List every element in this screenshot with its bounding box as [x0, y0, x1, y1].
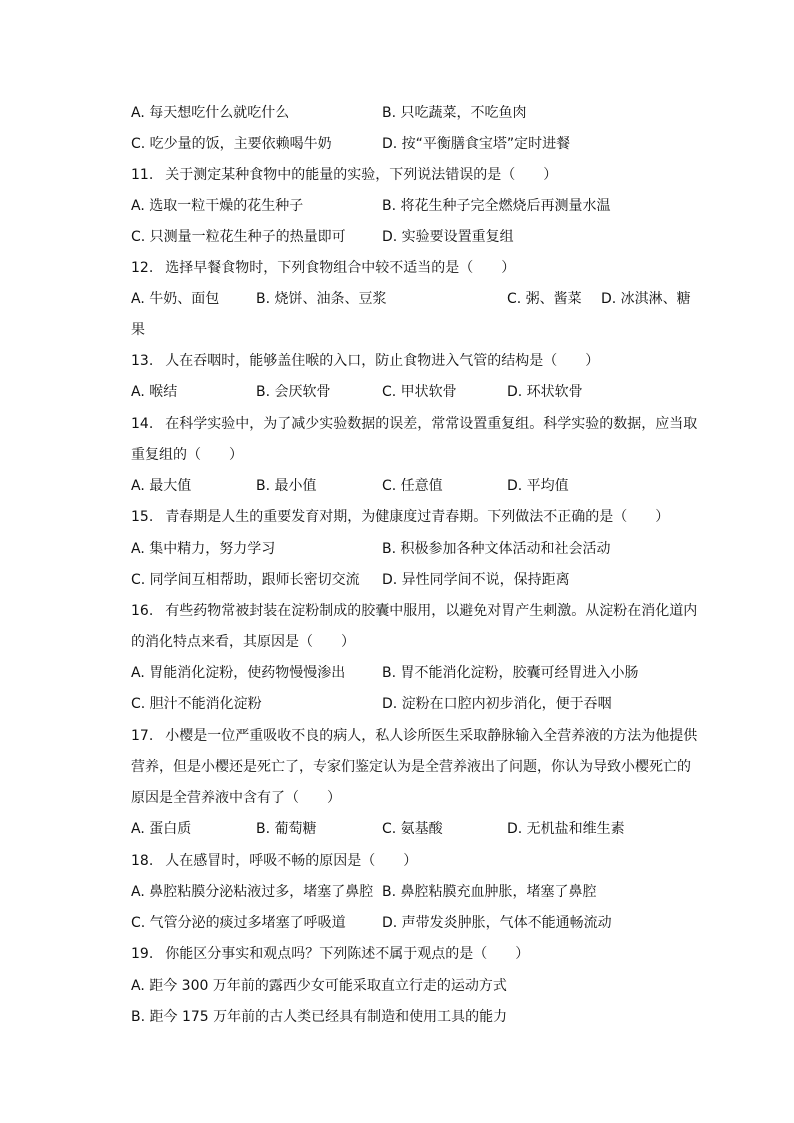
q14-stem [131, 415, 697, 433]
q17-text-line1: 小樱是一位严重吸收不良的病人，私人诊所医生采取静脉输入全营养液的方法为他提供 [165, 728, 698, 744]
q12-option-a: A. 牛奶、面包 [131, 291, 220, 307]
q14-number: 14. [131, 416, 154, 432]
q11-number: 11. [131, 167, 154, 183]
q16-text-line1: 有些药物常被封装在淀粉制成的胶囊中服用，以避免对胃产生刺激。从淀粉在消化道内 [165, 603, 698, 619]
q17-stem [131, 727, 697, 745]
q19-stem [131, 945, 529, 963]
q13-text: 人在吞咽时，能够盖住喉的入口，防止食物进入气管的结构是（ ） [165, 353, 600, 369]
q12-option-c: C. 粥、酱菜 [507, 291, 582, 307]
q12-text: 选择早餐食物时，下列食物组合中较不适当的是（ ） [165, 260, 516, 276]
q12-number: 12. [131, 260, 154, 276]
q17-option-b: B. 葡萄糖 [256, 821, 317, 837]
q18-option-b: B. 鼻腔粘膜充血肿胀，堵塞了鼻腔 [382, 884, 597, 900]
q15-number: 15. [131, 509, 154, 525]
q11-option-d: D. 实验要设置重复组 [382, 229, 514, 245]
q13-option-b: B. 会厌软骨 [256, 384, 331, 400]
q15-option-c: C. 同学间互相帮助，跟师长密切交流 [131, 572, 360, 588]
q16-number: 16. [131, 603, 154, 619]
q18-stem [131, 852, 417, 870]
q10-option-d: D. 按“平衡膳食宝塔”定时进餐 [382, 136, 571, 152]
q17-text-line2: 营养，但是小樱还是死亡了，专家们鉴定认为是全营养液出了问题，你认为导致小樱死亡的 [131, 759, 691, 775]
q14-option-b: B. 最小值 [256, 478, 317, 494]
q17-number: 17. [131, 728, 154, 744]
q11-option-c: C. 只测量一粒花生种子的热量即可 [131, 229, 346, 245]
q16-option-d: D. 淀粉在口腔内初步消化，便于吞咽 [382, 696, 612, 712]
q11-text: 关于测定某种食物中的能量的实验，下列说法错误的是（ ） [165, 167, 558, 183]
q15-option-b: B. 积极参加各种文体活动和社会活动 [382, 541, 611, 557]
q10-option-a: A. 每天想吃什么就吃什么 [131, 105, 290, 121]
q19-option-b: B. 距今 175 万年前的古人类已经具有制造和使用工具的能力 [131, 1009, 508, 1025]
q14-option-a: A. 最大值 [131, 478, 192, 494]
q15-stem [131, 508, 669, 526]
q19-option-a: A. 距今 300 万年前的露西少女可能采取直立行走的运动方式 [131, 978, 507, 994]
q12-option-b: B. 烧饼、油条、豆浆 [256, 291, 387, 307]
q13-stem [131, 352, 599, 370]
q14-option-d: D. 平均值 [507, 478, 569, 494]
q18-option-a: A. 鼻腔粘膜分泌粘液过多，堵塞了鼻腔 [131, 884, 374, 900]
q16-option-c: C. 胆汁不能消化淀粉 [131, 696, 262, 712]
q13-number: 13. [131, 353, 154, 369]
q17-option-a: A. 蛋白质 [131, 821, 192, 837]
q12-stem [131, 259, 515, 277]
q12-option-d: D. 冰淇淋、糖 [601, 291, 691, 307]
q18-text: 人在感冒时，呼吸不畅的原因是（ ） [165, 853, 418, 869]
q14-text-line1: 在科学实验中，为了减少实验数据的误差，常常设置重复组。科学实验的数据，应当取 [165, 416, 698, 432]
q11-option-b: B. 将花生种子完全燃烧后再测量水温 [382, 198, 611, 214]
q16-option-b: B. 胃不能消化淀粉，胶囊可经胃进入小肠 [382, 665, 639, 681]
q19-number: 19. [131, 946, 154, 962]
q14-option-c: C. 任意值 [382, 478, 443, 494]
q12-option-d-wrap: 果 [131, 322, 145, 338]
q16-text-line2: 的消化特点来看，其原因是（ ） [131, 634, 355, 650]
q13-option-d: D. 环状软骨 [507, 384, 583, 400]
q13-option-a: A. 喉结 [131, 384, 178, 400]
q10-option-c: C. 吃少量的饭，主要依赖喝牛奶 [131, 136, 332, 152]
q17-text-line3: 原因是全营养液中含有了（ ） [131, 790, 341, 806]
q18-option-c: C. 气管分泌的痰过多堵塞了呼吸道 [131, 915, 346, 931]
q17-option-c: C. 氨基酸 [382, 821, 443, 837]
q17-option-d: D. 无机盐和维生素 [507, 821, 625, 837]
q14-text-line2: 重复组的（ ） [131, 447, 243, 463]
q16-stem [131, 602, 697, 620]
q18-option-d: D. 声带发炎肿胀，气体不能通畅流动 [382, 915, 612, 931]
q13-option-c: C. 甲状软骨 [382, 384, 457, 400]
q10-option-b: B. 只吃蔬菜，不吃鱼肉 [382, 105, 527, 121]
q19-text: 你能区分事实和观点吗？下列陈述不属于观点的是（ ） [165, 946, 530, 962]
q15-option-a: A. 集中精力，努力学习 [131, 541, 276, 557]
q18-number: 18. [131, 853, 154, 869]
q15-option-d: D. 异性同学间不说，保持距离 [382, 572, 570, 588]
q11-option-a: A. 选取一粒干燥的花生种子 [131, 198, 304, 214]
q16-option-a: A. 胃能消化淀粉，使药物慢慢渗出 [131, 665, 346, 681]
q11-stem [131, 166, 557, 184]
q15-text: 青春期是人生的重要发育对期，为健康度过青春期。下列做法不正确的是（ ） [165, 509, 670, 525]
